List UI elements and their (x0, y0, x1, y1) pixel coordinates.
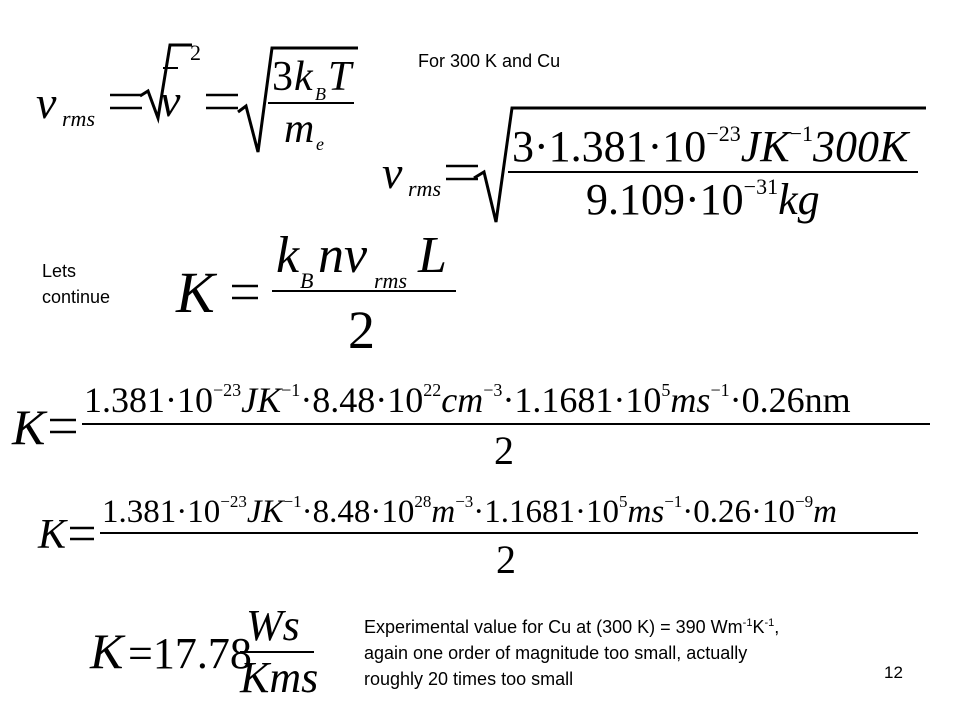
eq1-mid-exp: 2 (190, 40, 201, 65)
eq4-den: 2 (494, 428, 514, 473)
eq2-lhs-sub: rms (408, 176, 442, 201)
eq4-e1: −23 (213, 380, 242, 400)
eq5-den: 2 (496, 537, 516, 582)
eq2-lhs-v: v (382, 147, 403, 198)
eq6-den: Kms (240, 653, 319, 702)
eq2-den-exp: −31 (743, 174, 779, 199)
equation-K-numeric-cm (11, 380, 930, 473)
eq1-lhs-v: v (36, 77, 57, 128)
eq3-num-k: k (276, 227, 300, 284)
experimental-line3: roughly 20 times too small (364, 669, 574, 689)
eq5-n6: ms (627, 494, 665, 530)
eq4-num-text (84, 380, 851, 420)
eq2-num-exp2: −1 (789, 121, 814, 146)
eq3-lhs: K (176, 260, 215, 325)
eq6-num: Ws (246, 601, 300, 650)
eq4-e2: −1 (281, 380, 301, 400)
equation-K-numeric-m (37, 492, 918, 582)
eq5-n8: m (813, 494, 837, 530)
eq2-den-a: 9.109·10 (586, 175, 744, 224)
equation-K-formula (175, 227, 456, 360)
eq2-num-exp1: −23 (706, 121, 741, 146)
eq2-num-a: 3·1.381·10 (512, 122, 707, 171)
eq1-num-T: T (328, 54, 352, 100)
eq5-n1: 1.381·10 (102, 494, 221, 530)
eq6-lhs: K (90, 623, 124, 679)
eq4-lhs: K (12, 399, 46, 455)
eq4-n6: ms (670, 380, 711, 420)
experimental-line2: again one order of magnitude too small, actually (364, 643, 748, 663)
eq4-e4: −3 (483, 380, 503, 400)
eq1-mid-v: v (160, 75, 181, 126)
eq1-num-coef: 3 (272, 54, 293, 100)
eq4-n2: JK (241, 380, 282, 420)
eq2-num-end: 300K (813, 122, 909, 171)
eq6-coef: =17.78 (128, 629, 252, 678)
eq5-n7: ·0.26·10 (682, 494, 796, 530)
eq5-n4: m (431, 494, 456, 530)
eq5-n2: JK (246, 494, 284, 530)
note-top: For 300 K and Cu (418, 51, 561, 71)
eq2-den-end: kg (778, 175, 820, 224)
eq5-e4: −3 (455, 492, 474, 511)
page-number: 12 (884, 663, 903, 682)
eq4-n3: ·8.48·10 (300, 380, 424, 420)
eq1-lhs-sub: rms (62, 106, 96, 131)
eq4-n4: cm (441, 380, 484, 420)
eq5-n5: ·1.1681·10 (473, 494, 620, 530)
eq4-n1: 1.381·10 (84, 380, 213, 420)
eq3-num-L: L (418, 227, 447, 284)
experimental-exp2: -1 (764, 617, 775, 629)
eq5-e2: −1 (283, 492, 302, 511)
eq4-e3: 22 (423, 380, 442, 400)
eq3-num-sub: rms (374, 268, 408, 293)
experimental-exp1: -1 (742, 617, 753, 629)
equation-vrms-definition (36, 40, 358, 154)
eq5-e6: −1 (664, 492, 683, 511)
eq5-num-text (102, 492, 837, 530)
eq1-den-m: m (284, 106, 315, 152)
eq4-e6: −1 (710, 380, 730, 400)
eq2-num-mid: JK (740, 122, 790, 171)
eq1-num-k: k (294, 54, 313, 100)
experimental-line1-c: , (774, 617, 780, 637)
eq5-e7: −9 (795, 492, 814, 511)
eq5-n3: ·8.48·10 (301, 494, 415, 530)
eq5-e1: −23 (220, 492, 247, 511)
eq3-num-nv: nv (318, 227, 368, 284)
equation-K-result (89, 601, 318, 702)
equation-vrms-numeric (382, 108, 926, 224)
eq3-num-k-sub: B (300, 268, 314, 293)
eq4-e5: 5 (661, 380, 671, 400)
eq5-lhs: K (38, 512, 67, 558)
eq4-n5: ·1.1681·10 (502, 380, 662, 420)
eq1-den-sub: e (316, 134, 324, 154)
eq5-e5: 5 (619, 492, 628, 511)
eq5-e3: 28 (414, 492, 432, 511)
eq2-den-text (586, 174, 820, 224)
experimental-line1-b: K (752, 617, 765, 637)
lets-continue-line2: continue (42, 287, 111, 307)
eq3-den: 2 (348, 300, 375, 360)
lets-continue-line1: Lets (42, 261, 77, 281)
eq4-n7: ·0.26nm (729, 380, 851, 420)
eq2-num-text (512, 121, 911, 171)
experimental-line1-a: Experimental value for Cu at (300 K) = 390 Wm (364, 617, 743, 637)
eq1-num-k-sub: B (315, 84, 326, 104)
